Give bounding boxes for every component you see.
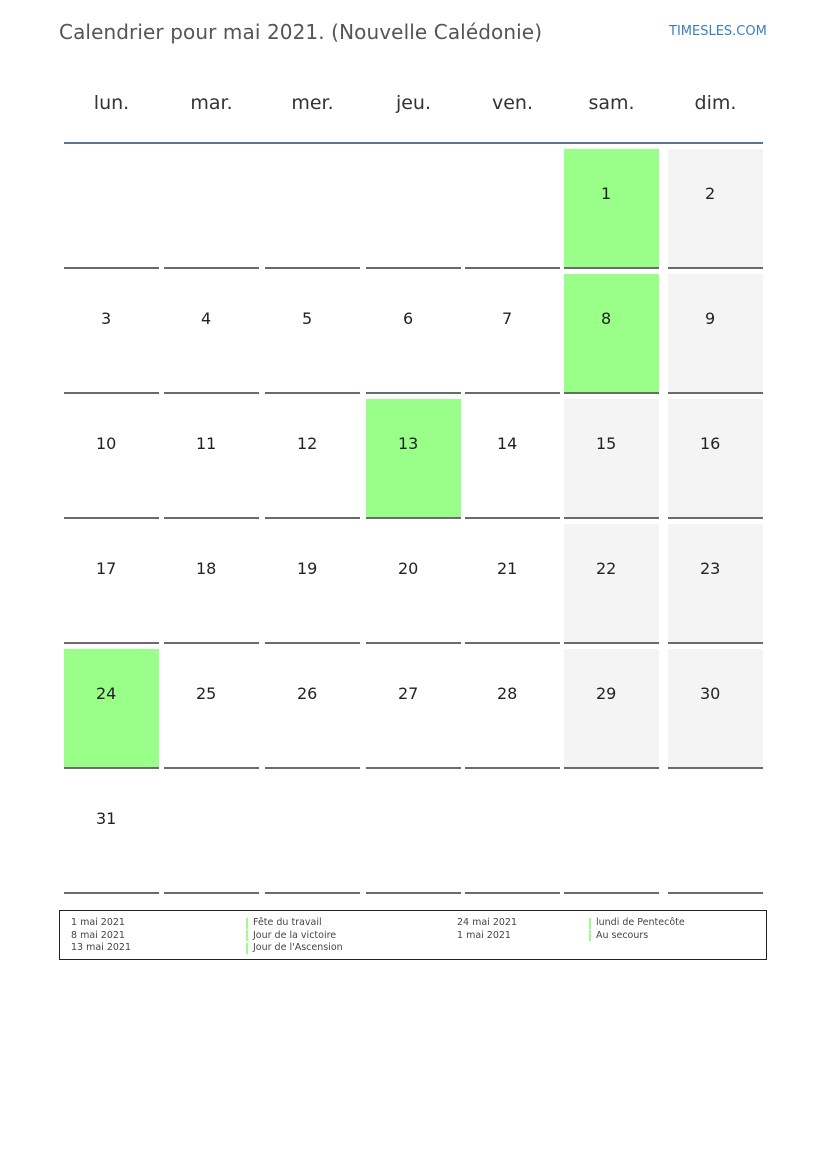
day-number: 15	[596, 434, 617, 453]
calendar-day-weekend[interactable]	[564, 399, 659, 519]
day-number: 25	[196, 684, 217, 703]
calendar-day[interactable]	[465, 524, 560, 644]
calendar-day-weekend[interactable]	[564, 649, 659, 769]
legend-dates-col2	[457, 917, 517, 942]
legend-dates-col1	[71, 917, 131, 955]
calendar-empty-cell	[564, 774, 659, 894]
day-number: 4	[201, 309, 212, 328]
day-number: 5	[302, 309, 313, 328]
day-number: 18	[196, 559, 217, 578]
day-number: 23	[700, 559, 721, 578]
weekday-header: ven.	[491, 92, 533, 114]
calendar-day-holiday[interactable]	[564, 274, 659, 394]
holiday-color-marker	[246, 918, 248, 929]
calendar-day-weekend[interactable]	[564, 524, 659, 644]
day-number: 12	[297, 434, 318, 453]
holiday-color-marker	[246, 930, 248, 941]
holiday-legend	[59, 910, 767, 960]
calendar-day[interactable]	[265, 649, 360, 769]
day-number: 20	[398, 559, 419, 578]
weekday-header: sam.	[588, 92, 635, 114]
calendar-day[interactable]	[366, 524, 461, 644]
calendar-day[interactable]	[164, 399, 259, 519]
day-number: 27	[398, 684, 419, 703]
day-number: 16	[700, 434, 721, 453]
day-number: 22	[596, 559, 617, 578]
day-number: 9	[705, 309, 716, 328]
calendar-day[interactable]	[366, 274, 461, 394]
calendar-empty-cell	[64, 149, 159, 269]
calendar-day[interactable]	[265, 399, 360, 519]
legend-date: 13 mai 2021	[71, 942, 132, 953]
day-number: 19	[297, 559, 318, 578]
day-number: 3	[101, 309, 112, 328]
legend-holiday-name: Jour de l'Ascension	[253, 942, 343, 953]
page-title: Calendrier pour mai 2021. (Nouvelle Calédonie)	[59, 20, 543, 44]
calendar-day-holiday[interactable]	[366, 399, 461, 519]
legend-date: 1 mai 2021	[457, 929, 511, 941]
legend-date: 24 mai 2021	[457, 917, 518, 928]
calendar-day[interactable]	[465, 399, 560, 519]
calendar-day-weekend[interactable]	[668, 524, 763, 644]
weekday-header: dim.	[694, 92, 737, 114]
calendar-day[interactable]	[164, 524, 259, 644]
weekday-header: lun.	[93, 92, 130, 114]
calendar-day[interactable]	[265, 524, 360, 644]
legend-holiday-name: Au secours	[596, 929, 649, 941]
legend-names-col2	[596, 917, 685, 942]
day-number: 21	[497, 559, 518, 578]
day-number: 11	[196, 434, 217, 453]
calendar-day-holiday[interactable]	[564, 149, 659, 269]
calendar-day[interactable]	[64, 399, 159, 519]
legend-holiday-name: Jour de la victoire	[253, 929, 337, 941]
brand-link[interactable]: TIMESLES.COM	[669, 24, 767, 39]
day-number: 17	[96, 559, 117, 578]
holiday-color-marker	[246, 943, 248, 954]
calendar-day[interactable]	[164, 274, 259, 394]
header-divider	[64, 142, 763, 144]
day-number: 28	[497, 684, 518, 703]
calendar-empty-cell	[465, 774, 560, 894]
calendar-day[interactable]	[64, 524, 159, 644]
day-number: 10	[96, 434, 117, 453]
calendar-empty-cell	[366, 774, 461, 894]
holiday-color-marker	[589, 918, 591, 929]
legend-holiday-name: lundi de Pentecôte	[596, 917, 685, 928]
day-number: 29	[596, 684, 617, 703]
day-number: 24	[96, 684, 117, 703]
legend-date: 1 mai 2021	[71, 917, 125, 928]
calendar-empty-cell	[465, 149, 560, 269]
day-number: 30	[700, 684, 721, 703]
calendar-day[interactable]	[64, 274, 159, 394]
calendar-day[interactable]	[64, 774, 159, 894]
day-number: 8	[601, 309, 612, 328]
legend-names-col1	[253, 917, 343, 955]
calendar-day[interactable]	[465, 274, 560, 394]
weekday-header: mar.	[190, 92, 233, 114]
day-number: 13	[398, 434, 419, 453]
day-number: 6	[403, 309, 414, 328]
calendar-day-weekend[interactable]	[668, 399, 763, 519]
day-number: 26	[297, 684, 318, 703]
calendar-empty-cell	[164, 149, 259, 269]
calendar-empty-cell	[265, 774, 360, 894]
legend-date: 8 mai 2021	[71, 929, 125, 941]
holiday-color-marker	[589, 930, 591, 941]
calendar-day[interactable]	[265, 274, 360, 394]
calendar-day[interactable]	[164, 649, 259, 769]
calendar-day-holiday[interactable]	[64, 649, 159, 769]
day-number: 31	[96, 809, 117, 828]
calendar-day[interactable]	[465, 649, 560, 769]
calendar-day-weekend[interactable]	[668, 149, 763, 269]
calendar-day-weekend[interactable]	[668, 649, 763, 769]
day-number: 1	[601, 184, 612, 203]
weekday-header: jeu.	[395, 92, 432, 114]
calendar-empty-cell	[366, 149, 461, 269]
calendar-day-weekend[interactable]	[668, 274, 763, 394]
calendar-empty-cell	[668, 774, 763, 894]
calendar-empty-cell	[164, 774, 259, 894]
day-number: 7	[502, 309, 513, 328]
calendar-empty-cell	[265, 149, 360, 269]
day-number: 2	[705, 184, 716, 203]
calendar-day[interactable]	[366, 649, 461, 769]
legend-holiday-name: Fête du travail	[253, 917, 322, 928]
weekday-header: mer.	[291, 92, 334, 114]
day-number: 14	[497, 434, 518, 453]
